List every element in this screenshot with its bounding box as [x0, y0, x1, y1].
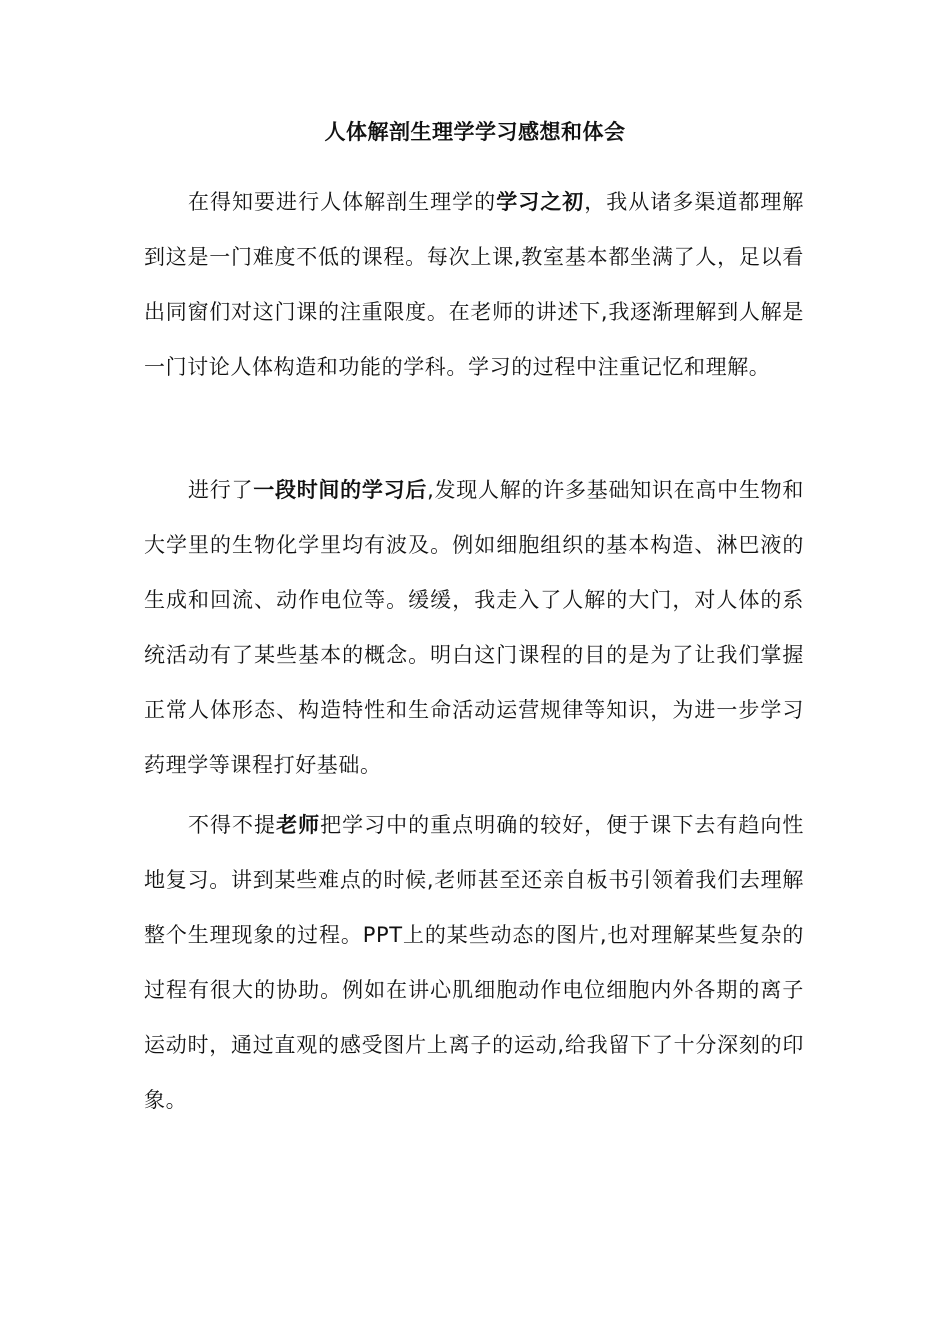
- paragraph-2-bold-phrase: 一段时间的学习后: [253, 478, 428, 502]
- paragraph-3: [144, 798, 804, 1128]
- paragraph-3-text-start: 不得不提: [188, 813, 277, 837]
- paragraph-2-text-end: ,发现人解的许多基础知识在高中生物和大学里的生物化学里均有波及。例如细胞组织的基本构造、淋巴液的生成和回流、动作电位等。缓缓，我走入了人解的大门，对人体的系统活动有了某些基本的概念。明白这门课程的目的是为了让我们掌握正常人体形态、构造特性和生命活动运营规律等知识，为进一步学习药理学等课程打好基础。: [144, 478, 804, 777]
- paragraph-1-text-end: ，我从诸多渠道都理解到这是一门难度不低的课程。每次上课,教室基本都坐满了人，足以看出同窗们对这门课的注重限度。在老师的讲述下,我逐渐理解到人解是一门讨论人体构造和功能的学科。学习的过程中注重记忆和理解。: [144, 190, 804, 379]
- paragraph-3-bold-phrase: 老师: [276, 813, 321, 837]
- paragraph-1-bold-phrase: 学习之初: [496, 190, 585, 214]
- document-title: 人体解剖生理学学习感想和体会: [324, 120, 626, 144]
- paragraph-1: [144, 175, 804, 395]
- paragraph-2-text-start: 进行了: [188, 478, 254, 502]
- paragraph-1-text-start: 在得知要进行人体解剖生理学的: [188, 190, 497, 214]
- paragraph-2: [144, 463, 804, 793]
- paragraph-3-text-end: 把学习中的重点明确的较好，便于课下去有趋向性地复习。讲到某些难点的时候,老师甚至还亲自板书引领着我们去理解整个生理现象的过程。PPT上的某些动态的图片,也对理解某些复杂的过程有很大的协助。例如在讲心肌细胞动作电位细胞内外各期的离子运动时，通过直观的感受图片上离子的运动,给我留下了十分深刻的印象。: [144, 813, 804, 1112]
